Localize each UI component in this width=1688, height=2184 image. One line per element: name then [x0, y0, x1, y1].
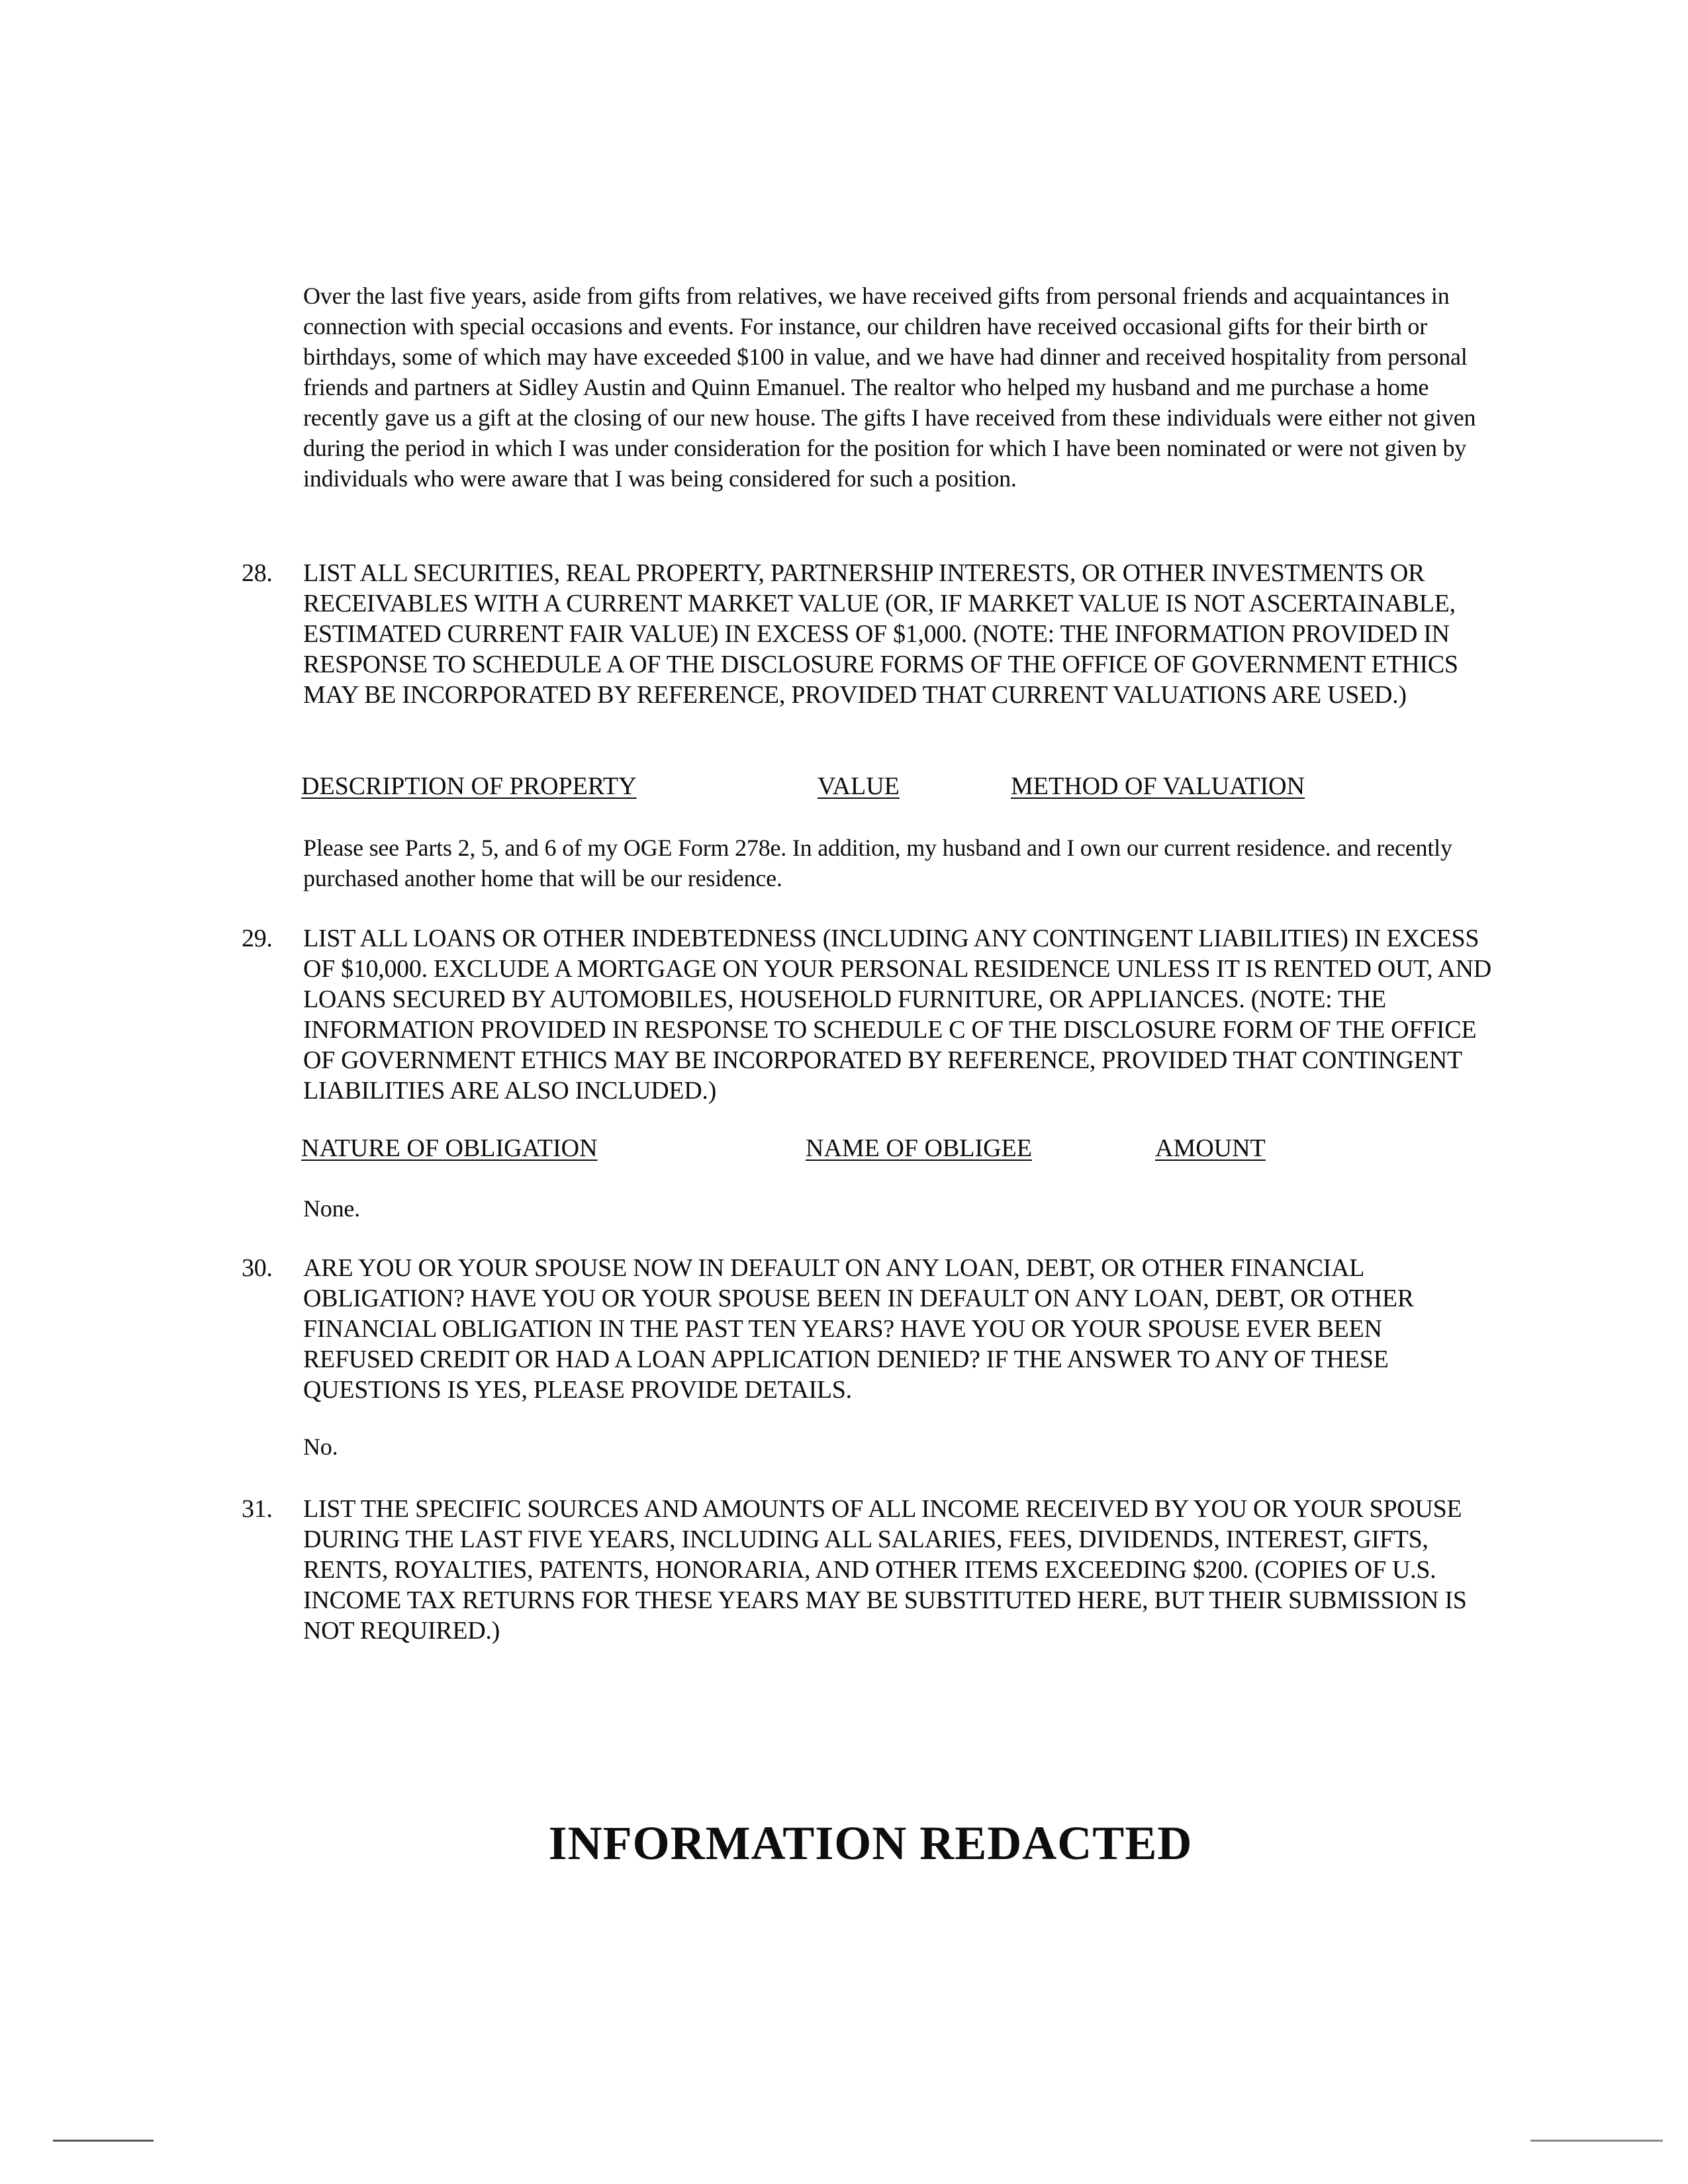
- question-31-text: LIST THE SPECIFIC SOURCES AND AMOUNTS OF ALL INCOME RECEIVED BY YOU OR YOUR SPOUSE DURING THE LAST FIVE YEARS, INCLUDING ALL SALARIES, FEES, DIVIDENDS, INTEREST, GIFTS, RENTS, ROYALTIES, PATENTS, HONORARIA, AND OTHER ITEMS EXCEEDING $200. (COPIES OF U.S. INCOME TAX RETURNS FOR THESE YEARS MAY BE SUBSTITUTED HERE, BUT THEIR SUBMISSION IS NOT REQUIRED.): [303, 1495, 1467, 1645]
- question-29-answer: None.: [303, 1195, 360, 1222]
- column-header-description-of-property: DESCRIPTION OF PROPERTY: [301, 772, 637, 800]
- question-31-number: 31.: [242, 1495, 273, 1523]
- question-28-number: 28.: [242, 559, 273, 587]
- question-29-number: 29.: [242, 925, 273, 952]
- gifts-paragraph: Over the last five years, aside from gifts from relatives, we have received gifts from personal friends and acquaintances in connection with special occasions and events. For instance, our children have received occasional gifts for their birth or birthdays, some of which may have exceeded $100 in value, and we have had dinner and received hospitality from personal friends and partners at Sidley Austin and Quinn Emanuel. The realtor who helped my husband and me purchase a home recently gave us a gift at the closing of our new house. The gifts I have received from these individuals were either not given during the period in which I was under consideration for the position for which I have been nominated or were not given by individuals who were aware that I was being considered for such a position.: [303, 283, 1476, 492]
- question-30-text: ARE YOU OR YOUR SPOUSE NOW IN DEFAULT ON ANY LOAN, DEBT, OR OTHER FINANCIAL OBLIGATION? HAVE YOU OR YOUR SPOUSE BEEN IN DEFAULT ON ANY LOAN, DEBT, OR OTHER FINANCIAL OBLIGATION IN THE PAST TEN YEARS? HAVE YOU OR YOUR SPOUSE EVER BEEN REFUSED CREDIT OR HAD A LOAN APPLICATION DENIED? IF THE ANSWER TO ANY OF THESE QUESTIONS IS YES, PLEASE PROVIDE DETAILS.: [303, 1254, 1414, 1404]
- question-28-text: LIST ALL SECURITIES, REAL PROPERTY, PARTNERSHIP INTERESTS, OR OTHER INVESTMENTS OR RECEIVABLES WITH A CURRENT MARKET VALUE (OR, IF MARKET VALUE IS NOT ASCERTAINABLE, ESTIMATED CURRENT FAIR VALUE) IN EXCESS OF $1,000. (NOTE: THE INFORMATION PROVIDED IN RESPONSE TO SCHEDULE A OF THE DISCLOSURE FORMS OF THE OFFICE OF GOVERNMENT ETHICS MAY BE INCORPORATED BY REFERENCE, PROVIDED THAT CURRENT VALUATIONS ARE USED.): [303, 559, 1458, 709]
- scan-mark-left: [53, 2140, 154, 2142]
- question-29-text: LIST ALL LOANS OR OTHER INDEBTEDNESS (INCLUDING ANY CONTINGENT LIABILITIES) IN EXCESS OF $10,000. EXCLUDE A MORTGAGE ON YOUR PERSONAL RESIDENCE UNLESS IT IS RENTED OUT, AND LOANS SECURED BY AUTOMOBILES, HOUSEHOLD FURNITURE, OR APPLIANCES. (NOTE: THE INFORMATION PROVIDED IN RESPONSE TO SCHEDULE C OF THE DISCLOSURE FORM OF THE OFFICE OF GOVERNMENT ETHICS MAY BE INCORPORATED BY REFERENCE, PROVIDED THAT CONTINGENT LIABILITIES ARE ALSO INCLUDED.): [303, 925, 1491, 1105]
- question-30-answer: No.: [303, 1433, 338, 1460]
- column-header-name-of-obligee: NAME OF OBLIGEE: [806, 1134, 1032, 1162]
- column-header-method-of-valuation: METHOD OF VALUATION: [1011, 772, 1305, 800]
- scan-mark-right: [1530, 2140, 1663, 2142]
- column-header-amount: AMOUNT: [1155, 1134, 1266, 1162]
- column-header-value: VALUE: [818, 772, 900, 800]
- column-header-nature-of-obligation: NATURE OF OBLIGATION: [301, 1134, 598, 1162]
- question-30-number: 30.: [242, 1254, 273, 1282]
- redaction-notice: INFORMATION REDACTED: [548, 1817, 1193, 1870]
- question-28-answer: Please see Parts 2, 5, and 6 of my OGE Form 278e. In addition, my husband and I own our current residence. and recently purchased another home that will be our residence.: [303, 835, 1452, 891]
